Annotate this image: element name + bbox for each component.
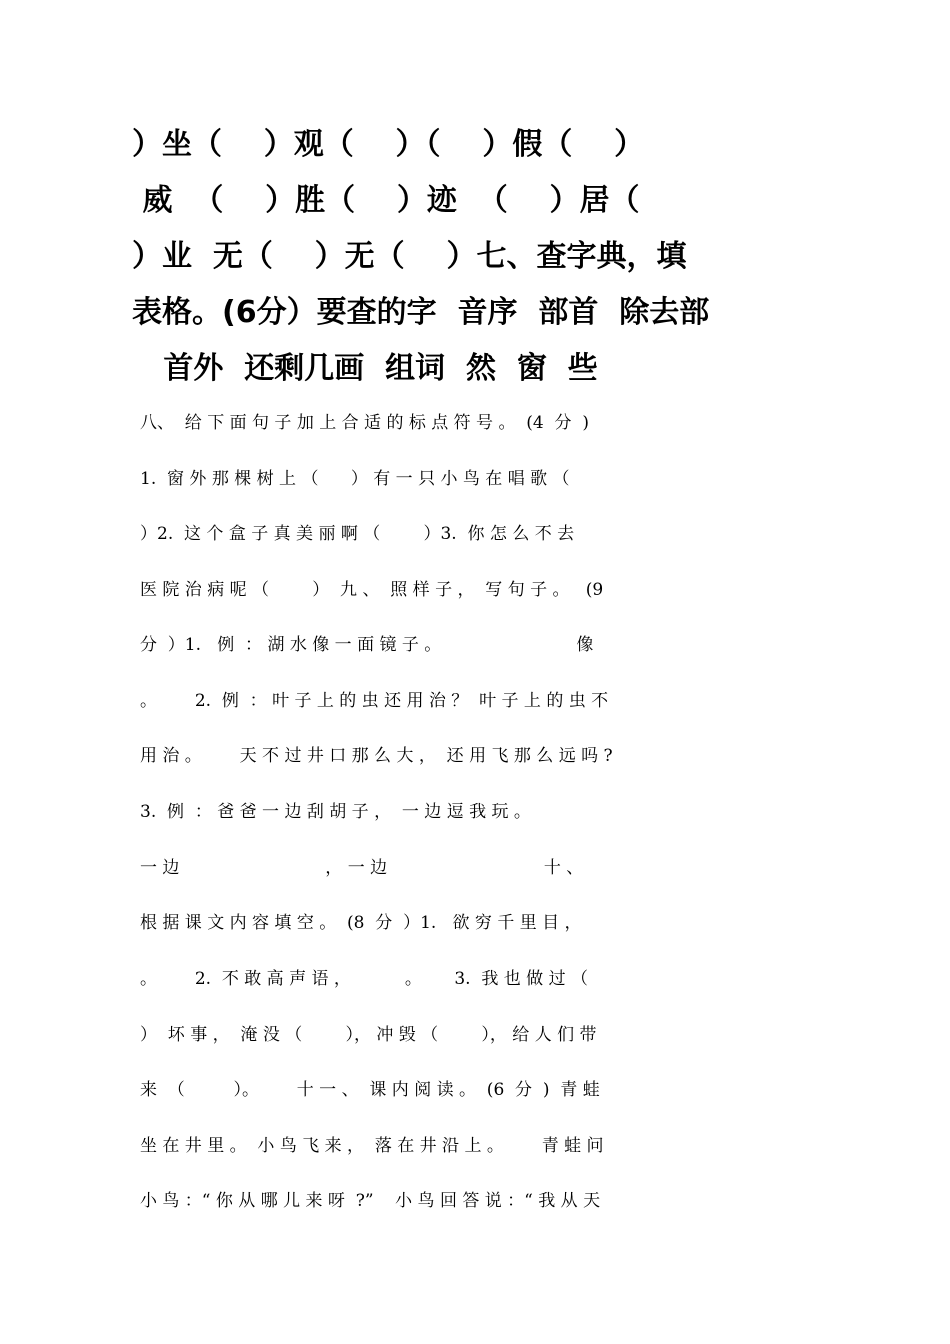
exercise-line-2: 威 （ ）胜（ ）迹 （ ）居（ bbox=[132, 183, 640, 218]
text-line-6: 。 2. 例 ： 叶 子 上 的 虫 还 用 治 ？ 叶 子 上 的 虫 不 bbox=[140, 691, 609, 711]
text-line-10: 根 据 课 文 内 容 填 空 。 (8 分 ）1. 欲 穷 千 里 目 ， bbox=[140, 913, 582, 933]
text-line-9: 一 边 ， 一 边 十 、 bbox=[140, 858, 584, 878]
exercise-line-4: 表格。(6分）要查的字 音序 部首 除去部 bbox=[132, 295, 710, 330]
exercise-line-5: 首外 还剩几画 组词 然 窗 些 bbox=[132, 351, 598, 386]
text-line-7: 用 治 。 天 不 过 井 口 那 么 大 ， 还 用 飞 那 么 远 吗 ? bbox=[140, 746, 613, 766]
exercise-line-3: ）业 无（ ）无（ ）七、查字典，填 bbox=[132, 239, 687, 274]
text-line-11: 。 2. 不 敢 高 声 语 ， 。 3. 我 也 做 过 （ bbox=[140, 969, 588, 989]
exercise-line-1: ）坐（ ）观（ ）（ ）假（ ） bbox=[132, 127, 645, 162]
text-line-13: 来 （ ）。 十 一 、 课 内 阅 读 。 (6 分 ) 青 蛙 bbox=[140, 1080, 600, 1100]
text-line-8: 3. 例 ： 爸 爸 一 边 刮 胡 子 ， 一 边 逗 我 玩 。 bbox=[140, 802, 531, 822]
text-line-5: 分 ）1. 例 ： 湖 水 像 一 面 镜 子 。 像 bbox=[140, 635, 594, 655]
text-line-14: 坐 在 井 里 。 小 鸟 飞 来 ， 落 在 井 沿 上 。 青 蛙 问 bbox=[140, 1136, 604, 1156]
text-line-3: ）2. 这 个 盒 子 真 美 丽 啊 （ ）3. 你 怎 么 不 去 bbox=[140, 524, 575, 544]
text-line-12: ） 坏 事 ， 淹 没 （ ）， 冲 毁 （ ）， 给 人 们 带 bbox=[140, 1025, 597, 1045]
text-line-4: 医 院 治 病 呢 （ ） 九 、 照 样 子 ， 写 句 子 。 (9 bbox=[140, 580, 604, 600]
text-line-1: 八、 给 下 面 句 子 加 上 合 适 的 标 点 符 号 。 (4 分 ) bbox=[140, 413, 589, 433]
text-line-15: 小 鸟 ：“ 你 从 哪 儿 来 呀 ?” 小 鸟 回 答 说 ：“ 我 从 天 bbox=[140, 1191, 601, 1211]
text-line-2: 1. 窗 外 那 棵 树 上 （ ） 有 一 只 小 鸟 在 唱 歌 （ bbox=[140, 469, 570, 489]
